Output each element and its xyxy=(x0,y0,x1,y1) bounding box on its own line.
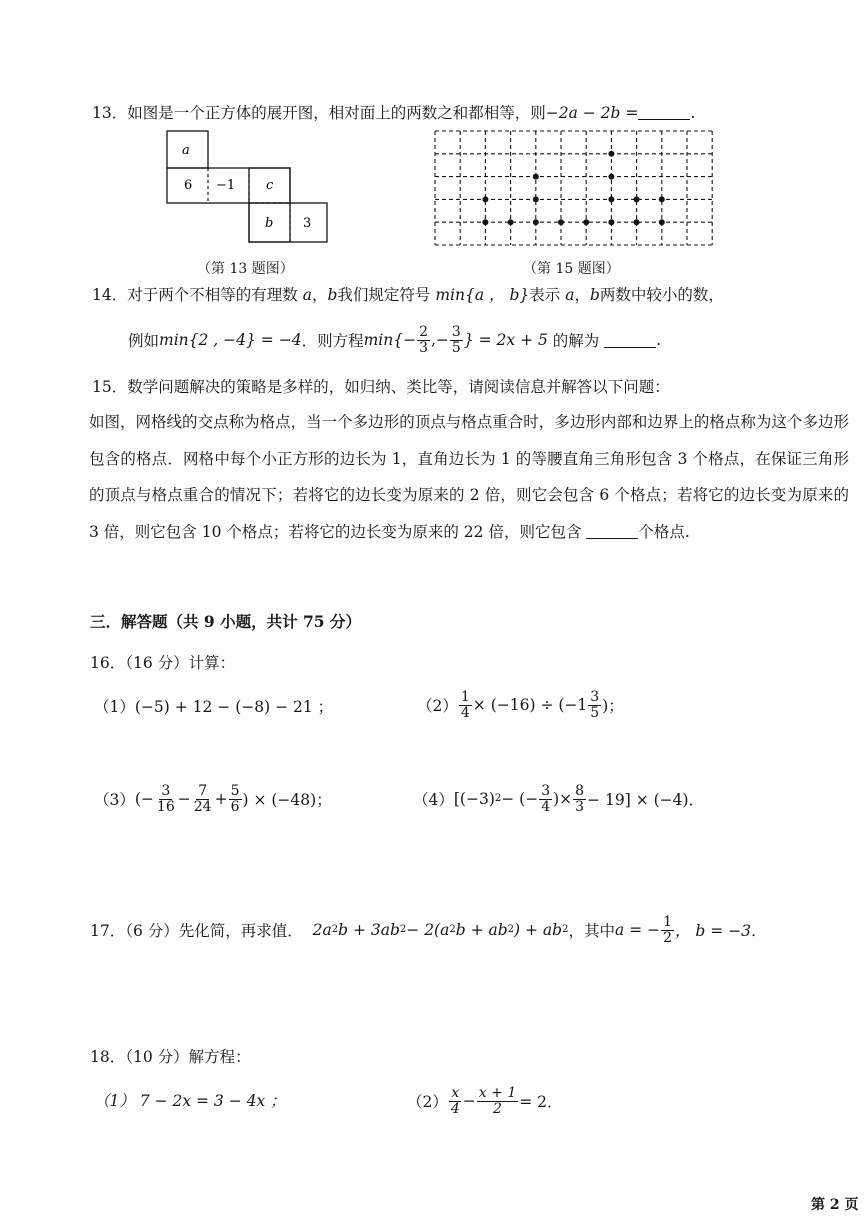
lattice-point xyxy=(558,219,564,225)
q14-line1: 14．对于两个不相等的有理数 a，b我们规定符号 min{a ， b}表示 a，b两数中较小的数， xyxy=(92,286,724,304)
lattice-point xyxy=(608,174,614,180)
q15-figure-caption: （第 15 题图） xyxy=(523,261,620,277)
q16-part2: （2） $\frac{1}{4}$ × (−16) ÷ (−1 $\frac{3}{5}$ )； xyxy=(417,688,624,721)
lattice-point xyxy=(533,196,539,202)
q17-line: 17．（6 分）先化简，再求值． 2a 2 b + 3ab 2 − 2(a 2 b + ab 2 ) + ab 2 ，其中 a = − $\frac{1}{2}$ ， b = −3． xyxy=(90,913,767,946)
lattice-point xyxy=(608,219,614,225)
lattice-point xyxy=(583,219,589,225)
q16-part1: （1）(−5) + 12 − (−8) − 21 ； xyxy=(94,698,334,716)
q14-line2: 例如 min{2 , −4} = −4 ．则方程 min{ − $\frac{2}{3}$ ,− $\frac{3}{5}$ } = 2x + 5 的解为 . xyxy=(128,323,662,356)
q18-part1: （1） 7 − 2x = 3 − 4x ； xyxy=(94,1092,286,1110)
q15-line1: 15．数学问题解决的策略是多样的，如归纳、类比等，请阅读信息并解答以下问题： xyxy=(92,378,670,396)
lattice-point xyxy=(508,219,514,225)
q18-title: 18．（10 分）解方程： xyxy=(90,1048,251,1066)
q18-part2: （2） $\frac{x}{4}$ − $\frac{x + 1}{2}$ = 2． xyxy=(407,1084,563,1117)
q13-line: 13．如图是一个正方体的展开图，相对面上的两数之和都相等，则−2a − 2b = . xyxy=(92,104,696,122)
lattice-grid-figure xyxy=(430,126,714,250)
q14-answer-blank[interactable] xyxy=(604,332,656,349)
q15-answer-blank[interactable] xyxy=(586,522,638,539)
cube-net-figure xyxy=(160,126,340,248)
q16-part4: （4） [(−3) 2 − (− $\frac{3}{4}$ )× $\frac{8}{3}$ − 19] × (−4)． xyxy=(413,782,705,815)
net-label-a: a xyxy=(182,143,190,158)
q16-part3: （3） (− $\frac{3}{16}$ − $\frac{7}{24}$ + $\frac{5}{6}$ ) × (−48)； xyxy=(94,782,332,815)
q16-title: 16．（16 分）计算： xyxy=(90,654,236,672)
lattice-point xyxy=(634,196,640,202)
net-label-3: 3 xyxy=(303,216,312,231)
lattice-point xyxy=(659,196,665,202)
net-label-b: b xyxy=(265,216,274,231)
lattice-point xyxy=(608,196,614,202)
q13-answer-blank[interactable] xyxy=(638,104,690,121)
q15-paragraph: 如图，网格线的交点称为格点，当一个多边形的顶点与格点重合时，多边形内部和边界上的格点称为这个多边形包含的格点．网格中每个小正方形的边长为 1，直角边长为 1 的等腰直角三角形包含 3 个格点，在保证三角形的顶点与格点重合的情况下；若将它的边长变为原来的 2 倍，则它会包含 6 个格点；若将它的边长变为原来的 3 倍，则它包含 10 个格点；若将它的边长变为原来的 22 倍，则它包含 个格点. xyxy=(89,413,849,541)
page-number: 第 2 页 xyxy=(811,1197,859,1213)
q13-figure-caption: （第 13 题图） xyxy=(197,261,294,277)
q14-fraction-1: $\frac{2}{3}$ xyxy=(419,323,428,356)
lattice-point xyxy=(634,219,640,225)
lattice-point xyxy=(533,174,539,180)
q14-fraction-2: $\frac{3}{5}$ xyxy=(451,323,461,356)
net-label-c: c xyxy=(266,178,274,193)
q17-fraction: $\frac{1}{2}$ xyxy=(663,913,672,946)
net-label-6: 6 xyxy=(184,178,193,193)
lattice-point xyxy=(482,196,488,202)
lattice-point xyxy=(533,219,539,225)
lattice-point xyxy=(608,151,614,157)
net-label-neg1: −1 xyxy=(216,178,236,193)
lattice-point xyxy=(482,219,488,225)
lattice-point xyxy=(659,219,665,225)
section-3-title: 三．解答题（共 9 小题，共计 75 分） xyxy=(90,612,361,631)
